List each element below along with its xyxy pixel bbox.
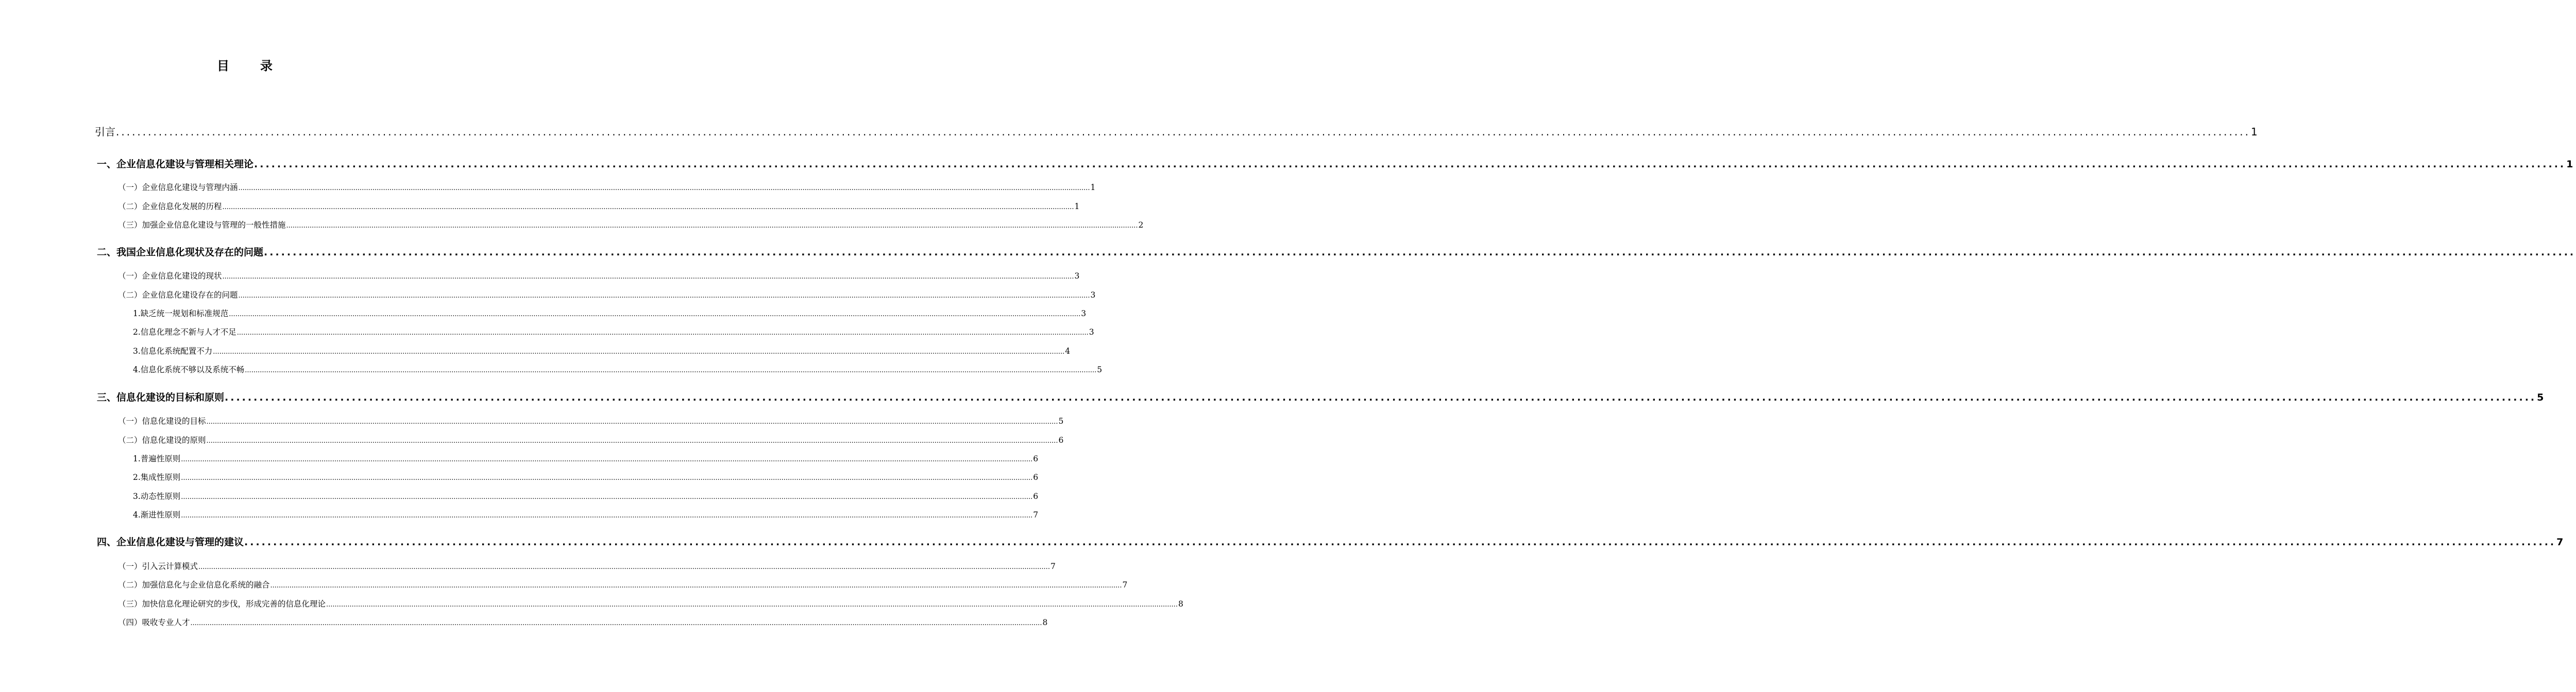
toc-entry-label: （二）企业信息化发展的历程 (118, 202, 222, 211)
toc-entry-label: 4.渐进性原则 (133, 510, 181, 520)
toc-page-number: 3 (1081, 309, 1087, 318)
toc-entry-label: （一）信息化建设的目标 (118, 417, 206, 426)
toc-leader-dots: ................................................................................................................................................................................................................................................................................................................................................................................................................ (244, 537, 2556, 548)
toc-entry-level-3[interactable] (133, 471, 1039, 482)
toc-entry-level-0[interactable] (95, 124, 2258, 139)
toc-leader-dots: ................................................................................................................................................................................................................................................................................................................................................................................................................ (229, 310, 1081, 318)
toc-entry-level-2[interactable] (118, 579, 1128, 590)
toc-entry-label: 3.动态性原则 (133, 492, 181, 501)
toc-entry-level-2[interactable] (118, 219, 1144, 230)
toc-entry-level-3[interactable] (133, 509, 1039, 520)
toc-entry-label: （三）加快信息化理论研究的步伐，形成完善的信息化理论 (118, 599, 326, 609)
toc-leader-dots: ................................................................................................................................................................................................................................................................................................................................................................................................................ (190, 619, 1042, 627)
toc-entry-label: 2.集成性原则 (133, 473, 181, 482)
toc-entry-level-2[interactable] (118, 598, 1183, 609)
toc-entry-label: 一、企业信息化建设与管理相关理论 (97, 159, 254, 170)
toc-entry-label: 三、信息化建设的目标和原则 (97, 392, 225, 403)
toc-leader-dots: ................................................................................................................................................................................................................................................................................................................................................................................................................ (181, 493, 1033, 501)
toc-entry-label: 1.普遍性原则 (133, 454, 181, 463)
toc-page-number: 6 (1033, 454, 1039, 463)
toc-page-number: 1 (2566, 159, 2573, 170)
toc-page-number: 5 (2537, 392, 2544, 403)
toc-entry-level-2[interactable] (118, 616, 1048, 628)
toc-entry-level-2[interactable] (118, 289, 1096, 300)
toc-leader-dots: ................................................................................................................................................................................................................................................................................................................................................................................................................ (238, 292, 1090, 300)
toc-entry-label: （四）吸收专业人才 (118, 618, 190, 627)
toc-leader-dots: ................................................................................................................................................................................................................................................................................................................................................................................................................ (225, 392, 2537, 403)
toc-page-number: 1 (2250, 126, 2258, 138)
toc-leader-dots: ................................................................................................................................................................................................................................................................................................................................................................................................................ (181, 512, 1033, 520)
toc-entry-label: （一）企业信息化建设的现状 (118, 271, 222, 281)
toc-entry-label: （二）加强信息化与企业信息化系统的融合 (118, 580, 270, 590)
toc-page-number: 6 (1058, 436, 1064, 445)
toc-leader-dots: ................................................................................................................................................................................................................................................................................................................................................................................................................ (222, 273, 1074, 281)
toc-leader-dots: ................................................................................................................................................................................................................................................................................................................................................................................................................ (238, 184, 1090, 192)
toc-page-number: 3 (1074, 271, 1080, 281)
toc-page-number: 1 (1074, 202, 1080, 211)
toc-page-number: 7 (1122, 580, 1128, 590)
toc-entry-level-3[interactable] (133, 364, 1103, 375)
toc-entry-level-1[interactable] (97, 245, 2576, 258)
toc-entry-level-3[interactable] (133, 453, 1039, 464)
toc-entry-level-2[interactable] (118, 200, 1080, 212)
page-title: 目 录 (217, 59, 282, 73)
toc-leader-dots: ................................................................................................................................................................................................................................................................................................................................................................................................................ (254, 159, 2566, 170)
toc-entry-level-3[interactable] (133, 326, 1094, 337)
toc-page-number: 3 (1090, 290, 1096, 300)
toc-leader-dots: ................................................................................................................................................................................................................................................................................................................................................................................................................ (236, 329, 1089, 337)
toc-leader-dots: ................................................................................................................................................................................................................................................................................................................................................................................................................ (286, 222, 1138, 230)
toc-leader-dots: ................................................................................................................................................................................................................................................................................................................................................................................................................ (181, 474, 1033, 482)
toc-entry-level-2[interactable] (118, 270, 1080, 281)
toc-leader-dots: ................................................................................................................................................................................................................................................................................................................................................................................................................ (326, 601, 1178, 609)
toc-entry-label: 二、我国企业信息化现状及存在的问题 (97, 247, 264, 258)
toc-entry-label: 1.缺乏统一规划和标准规范 (133, 309, 229, 318)
toc-leader-dots: ................................................................................................................................................................................................................................................................................................................................................................................................................ (206, 437, 1058, 445)
toc-page-number: 1 (1090, 183, 1096, 192)
toc-entry-label: 引言 (95, 126, 115, 138)
toc-entry-level-1[interactable] (97, 157, 2573, 170)
toc-entry-level-3[interactable] (133, 307, 1087, 319)
toc-leader-dots: ................................................................................................................................................................................................................................................................................................................................................................................................................ (198, 563, 1050, 571)
toc-entry-level-3[interactable] (133, 490, 1039, 501)
toc-page-number: 4 (1065, 347, 1071, 356)
toc-entry-level-2[interactable] (118, 560, 1056, 572)
toc-page-number: 2 (1138, 220, 1144, 230)
toc-page-number: 8 (1042, 618, 1048, 627)
toc-leader-dots: ................................................................................................................................................................................................................................................................................................................................................................................................................ (213, 348, 1065, 356)
toc-page-number: 7 (1050, 562, 1056, 571)
toc-entry-label: （二）信息化建设的原则 (118, 436, 206, 445)
toc-page-number: 7 (2556, 537, 2564, 548)
toc-entry-level-2[interactable] (118, 181, 1096, 193)
toc-entry-label: （二）企业信息化建设存在的问题 (118, 290, 238, 300)
toc-page-number: 3 (1089, 327, 1094, 337)
toc-page-number: 6 (1033, 492, 1039, 501)
toc-entry-level-1[interactable] (97, 390, 2544, 404)
toc-page-number: 5 (1058, 417, 1064, 426)
toc-entry-label: 2.信息化理念不新与人才不足 (133, 327, 236, 337)
toc-entry-level-2[interactable] (118, 434, 1064, 445)
toc-page-number: 6 (1033, 473, 1039, 482)
toc-entry-label: 3.信息化系统配置不力 (133, 347, 213, 356)
toc-leader-dots: ................................................................................................................................................................................................................................................................................................................................................................................................................ (245, 367, 1097, 374)
toc-entry-level-1[interactable] (97, 534, 2564, 548)
toc-entry-level-3[interactable] (133, 345, 1071, 356)
toc-leader-dots: ................................................................................................................................................................................................................................................................................................................................................................................................................ (270, 582, 1122, 590)
toc-leader-dots: ................................................................................................................................................................................................................................................................................................................................................................................................................ (222, 203, 1074, 211)
toc-leader-dots: ................................................................................................................................................................................................................................................................................................................................................................................................................ (116, 126, 2250, 138)
toc-leader-dots: ................................................................................................................................................................................................................................................................................................................................................................................................................ (264, 247, 2576, 258)
toc-leader-dots: ................................................................................................................................................................................................................................................................................................................................................................................................................ (181, 456, 1033, 463)
toc-entry-label: （三）加强企业信息化建设与管理的一般性措施 (118, 220, 286, 230)
toc-entry-label: 4.信息化系统不够以及系统不畅 (133, 365, 245, 374)
toc-entry-level-2[interactable] (118, 415, 1064, 426)
toc-page-number: 7 (1033, 510, 1039, 520)
toc-page-number: 5 (1097, 365, 1103, 374)
toc-entry-label: （一）企业信息化建设与管理内涵 (118, 183, 238, 192)
toc-leader-dots: ................................................................................................................................................................................................................................................................................................................................................................................................................ (206, 418, 1058, 426)
toc-page-number: 8 (1178, 599, 1183, 609)
toc-entry-label: 四、企业信息化建设与管理的建议 (97, 537, 244, 548)
toc-entry-label: （一）引入云计算模式 (118, 562, 198, 571)
